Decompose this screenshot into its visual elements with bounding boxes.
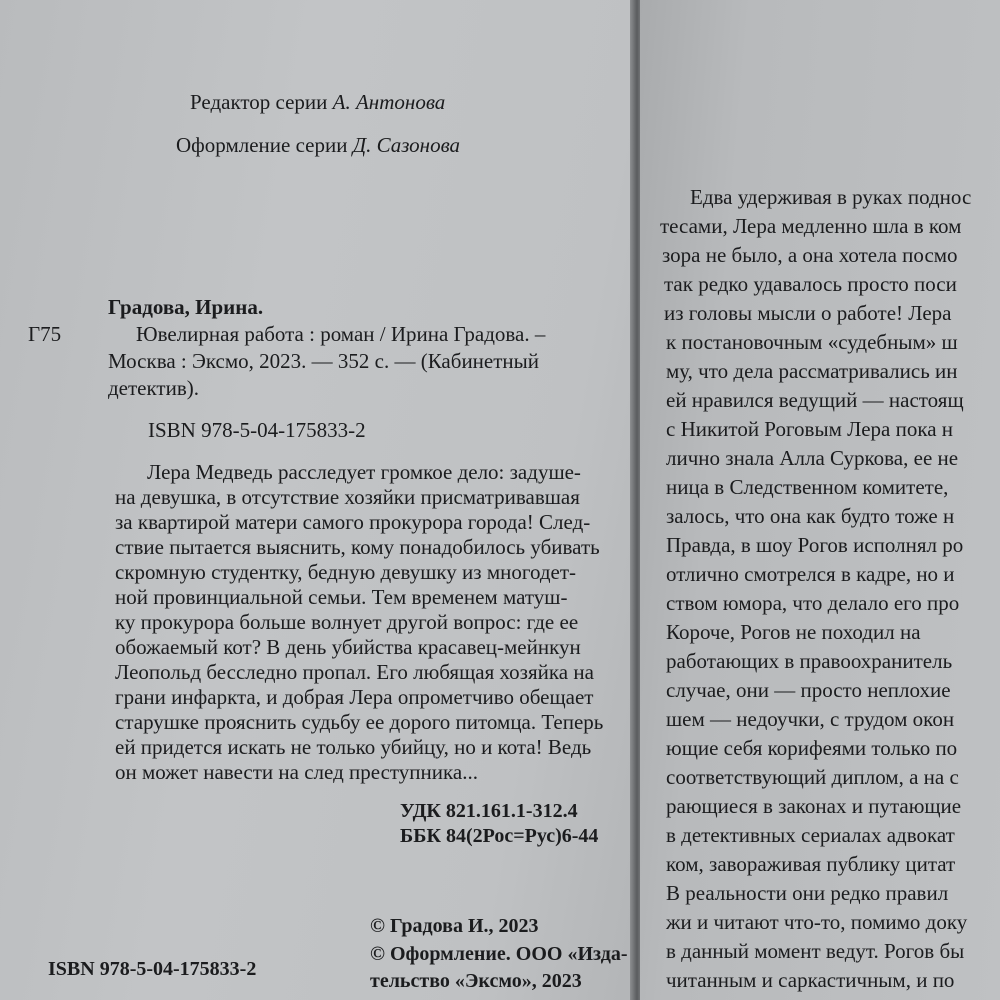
annotation-line: обожаемый кот? В день убийства красавец-мейнкун xyxy=(115,635,581,659)
author-heading: Градова, Ирина. xyxy=(108,295,264,319)
annotation-line: он может навести на след преступника... xyxy=(115,760,478,784)
series-editor xyxy=(190,90,445,115)
text-line: Правда, в шоу Рогов исполнял ро xyxy=(666,533,964,557)
annotation-line: скромную студентку, бедную девушку из многодет- xyxy=(115,560,577,584)
annotation-line: Лера Медведь расследует громкое дело: задуше- xyxy=(147,460,581,484)
text-line: Короче, Рогов не походил на xyxy=(666,620,921,644)
annotation-line: ной провинциальной семьи. Тем временем матуш- xyxy=(115,585,568,609)
udk-code: УДК 821.161.1-312.4 xyxy=(400,800,578,822)
annotation-line: ствие пытается выяснить, кому понадобилось убивать xyxy=(115,535,600,559)
text-line: ком, завораживая публику цитат xyxy=(666,852,956,876)
right-page-text xyxy=(650,185,1000,1000)
text-line: из головы мысли о работе! Лера xyxy=(664,301,952,325)
text-line: в детективных сериалах адвокат xyxy=(666,823,955,847)
annotation-line: ей придется искать не только убийцу, но и кота! Ведь xyxy=(115,735,592,759)
copyright-author: © Градова И., 2023 xyxy=(370,915,539,937)
text-line: шем — недоучки, с трудом окон xyxy=(666,707,955,731)
copyright-design: © Оформление. ООО «Изда- xyxy=(370,943,628,965)
text-line: му, что дела рассматривались ин xyxy=(666,359,958,383)
annotation-line: старушке прояснить судьбу ее дорого питомца. Теперь xyxy=(115,710,604,734)
isbn-top: ISBN 978-5-04-175833-2 xyxy=(148,418,366,442)
copyright-publisher: тельство «Эксмо», 2023 xyxy=(370,970,582,992)
text-line: так редко удавалось просто поси xyxy=(664,272,957,296)
annotation-line: за квартирой матери самого прокурора города! След- xyxy=(115,510,591,534)
biblio-line: детектив). xyxy=(108,376,200,400)
text-line: ством юмора, что делало его про xyxy=(666,591,960,615)
text-line: с Никитой Роговым Лера пока н xyxy=(666,417,954,441)
text-line: жи и читают что-то, помимо доку xyxy=(666,910,968,934)
text-line: залось, что она как будто тоже н xyxy=(666,504,955,528)
text-line: работающих в правоохранитель xyxy=(666,649,953,673)
text-line: ющие себя корифеями только по xyxy=(666,736,958,760)
annotation-line: ку прокурора больше волнует другой вопрос: где ее xyxy=(115,610,579,634)
series-design-label: Оформление серии xyxy=(176,133,348,157)
annotation xyxy=(115,460,615,784)
right-page xyxy=(640,0,1000,1000)
text-line: к постановочным «судебным» ш xyxy=(666,330,958,354)
text-line: случае, они — просто неплохие xyxy=(666,678,951,702)
text-line: ница в Следственном комитете, xyxy=(666,475,949,499)
series-editor-label: Редактор серии xyxy=(190,90,328,114)
text-line: зора не было, а она хотела посмо xyxy=(662,243,958,267)
shelf-code: Г75 xyxy=(28,322,62,346)
bbk-code: ББК 84(2Рос=Рус)6-44 xyxy=(400,825,599,847)
text-line: в данный момент ведут. Рогов бы xyxy=(666,939,965,963)
annotation-line: на девушка, в отсутствие хозяйки присматривавшая xyxy=(115,485,580,509)
text-line: рающиеся в законах и путающие xyxy=(666,794,962,818)
bibliographic-record xyxy=(108,322,608,402)
text-line: ей нравился ведущий — настоящ xyxy=(666,388,964,412)
text-line: Едва удерживая в руках поднос xyxy=(690,185,972,209)
series-editor-name: А. Антонова xyxy=(332,90,446,114)
text-line: читанным и саркастичным, и по xyxy=(666,968,955,992)
isbn-bottom: ISBN 978-5-04-175833-2 xyxy=(48,958,257,980)
biblio-line: Ювелирная работа : роман / Ирина Градова. – xyxy=(136,322,546,346)
text-line: соответствующий диплом, а на с xyxy=(666,765,959,789)
text-line: тесами, Лера медленно шла в ком xyxy=(660,214,962,238)
text-line: отлично смотрелся в кадре, но и xyxy=(666,562,955,586)
series-design xyxy=(176,133,460,158)
text-line: лично знала Алла Суркова, ее не xyxy=(666,446,959,470)
biblio-line: Москва : Эксмо, 2023. — 352 с. — (Кабинетный xyxy=(108,349,540,373)
text-line: В реальности они редко правил xyxy=(666,881,949,905)
series-design-name: Д. Сазонова xyxy=(352,133,461,157)
annotation-line: Леопольд бесследно пропал. Его любящая хозяйка на xyxy=(115,660,594,684)
annotation-line: грани инфаркта, и добрая Лера опрометчиво обещает xyxy=(115,685,594,709)
